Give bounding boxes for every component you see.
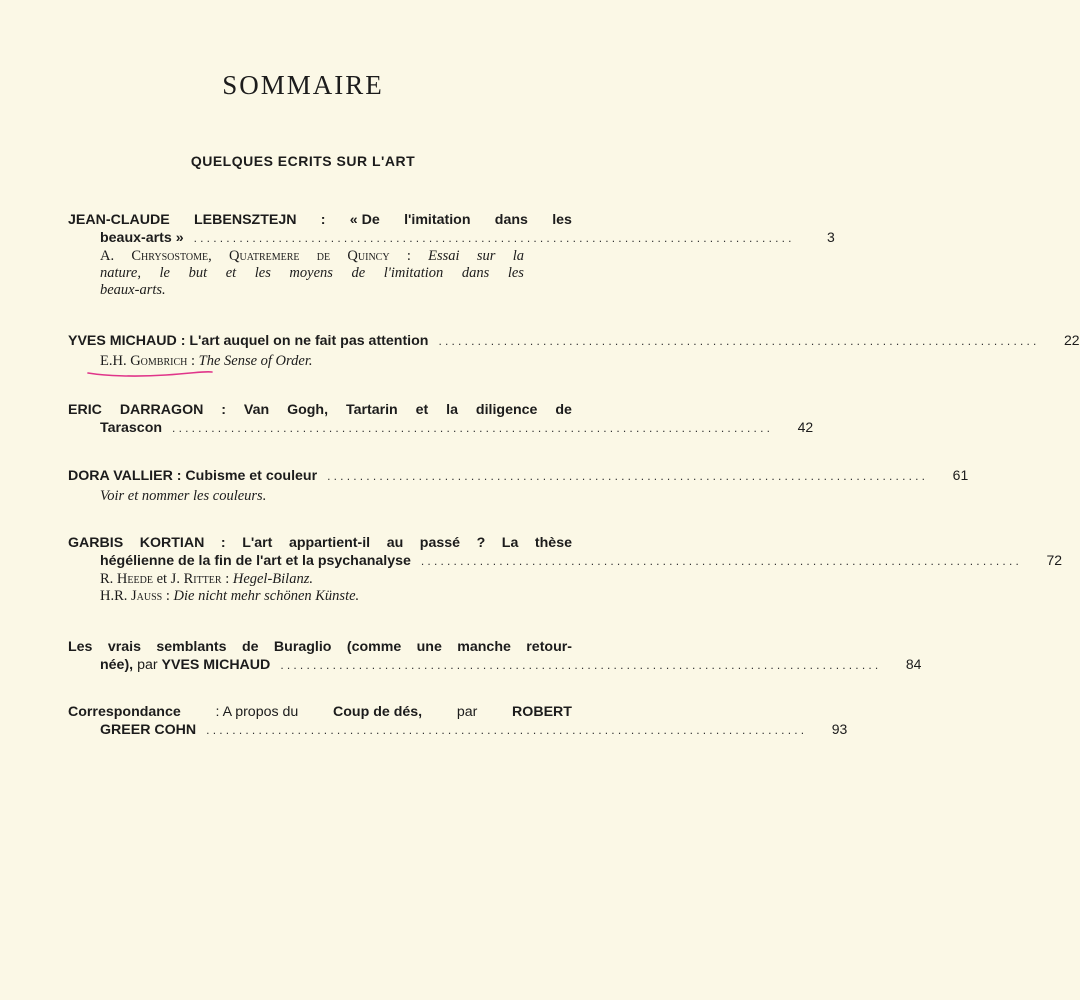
page-number: 42 (797, 419, 814, 435)
entry-note: H.R. Jauss : Die nicht mehr schönen Künste. (100, 588, 360, 604)
page-subtitle: QUELQUES ECRITS SUR L'ART (190, 153, 416, 169)
toc-entry (68, 467, 969, 505)
toc-entry (68, 332, 1080, 370)
toc-entry (68, 212, 835, 299)
entry-note: beaux-arts. (100, 282, 166, 298)
toc-entry (68, 402, 814, 436)
page-number: 61 (952, 467, 969, 483)
page-number: 72 (1046, 552, 1063, 568)
entry-note: R. Heede et J. Ritter : Hegel-Bilanz. (100, 571, 313, 587)
leader-dots: ............................................................................................ (206, 723, 808, 737)
leader-dots: ............................................................................................ (172, 421, 774, 435)
entry-heading-line: Les vrais semblants de Buraglio (comme une manche retour- (68, 639, 572, 655)
entry-note: nature, le but et les moyens de l'imitation dans les (100, 265, 524, 281)
entry-heading-line: DORA VALLIER : Cubisme et couleur ............................................................................................ 61 (68, 467, 969, 484)
entry-heading-line: ERIC DARRAGON : Van Gogh, Tartarin et la diligence de (68, 402, 572, 418)
page-number: 84 (905, 656, 922, 672)
leader-dots: ............................................................................................ (420, 554, 1023, 568)
toc-entry (68, 704, 848, 738)
handwritten-underline (86, 367, 214, 381)
entry-note: A. Chrysostome, Quatremere de Quincy : Essai sur la (100, 248, 524, 264)
entry-heading-line: GREER COHN ............................................................................................ 93 (100, 721, 848, 738)
leader-dots: ............................................................................................ (280, 658, 882, 672)
toc-entry (68, 639, 922, 673)
entry-note: Voir et nommer les couleurs. (100, 488, 267, 504)
page-number: 3 (826, 229, 835, 245)
leader-dots: ............................................................................................ (438, 334, 1040, 348)
entry-heading-line: YVES MICHAUD : L'art auquel on ne fait pas attention ............................................................................................ 22 (68, 332, 1080, 349)
leader-dots: ............................................................................................ (193, 231, 795, 245)
page-title: SOMMAIRE (222, 70, 384, 100)
entry-note: E.H. Gombrich : The Sense of Order. (100, 353, 313, 369)
entry-heading-line: hégélienne de la fin de l'art et la psychanalyse ............................................................................................ 72 (100, 552, 1063, 569)
leader-dots: ............................................................................................ (327, 469, 929, 483)
entry-heading-line: Correspondance : A propos du Coup de dés, par ROBERT (68, 704, 572, 720)
entry-heading-line: Tarascon ............................................................................................ 42 (100, 419, 814, 436)
entry-heading-line: beaux-arts » ............................................................................................ 3 (100, 229, 835, 246)
page-number: 93 (831, 721, 848, 737)
entry-heading-line: GARBIS KORTIAN : L'art appartient-il au passé ? La thèse (68, 535, 572, 551)
toc-entry (68, 535, 1063, 605)
entry-heading-line: JEAN-CLAUDE LEBENSZTEJN : « De l'imitation dans les (68, 212, 572, 228)
entry-heading-line: née), par YVES MICHAUD ............................................................................................ 84 (100, 656, 922, 673)
page-number: 22 (1064, 332, 1080, 348)
